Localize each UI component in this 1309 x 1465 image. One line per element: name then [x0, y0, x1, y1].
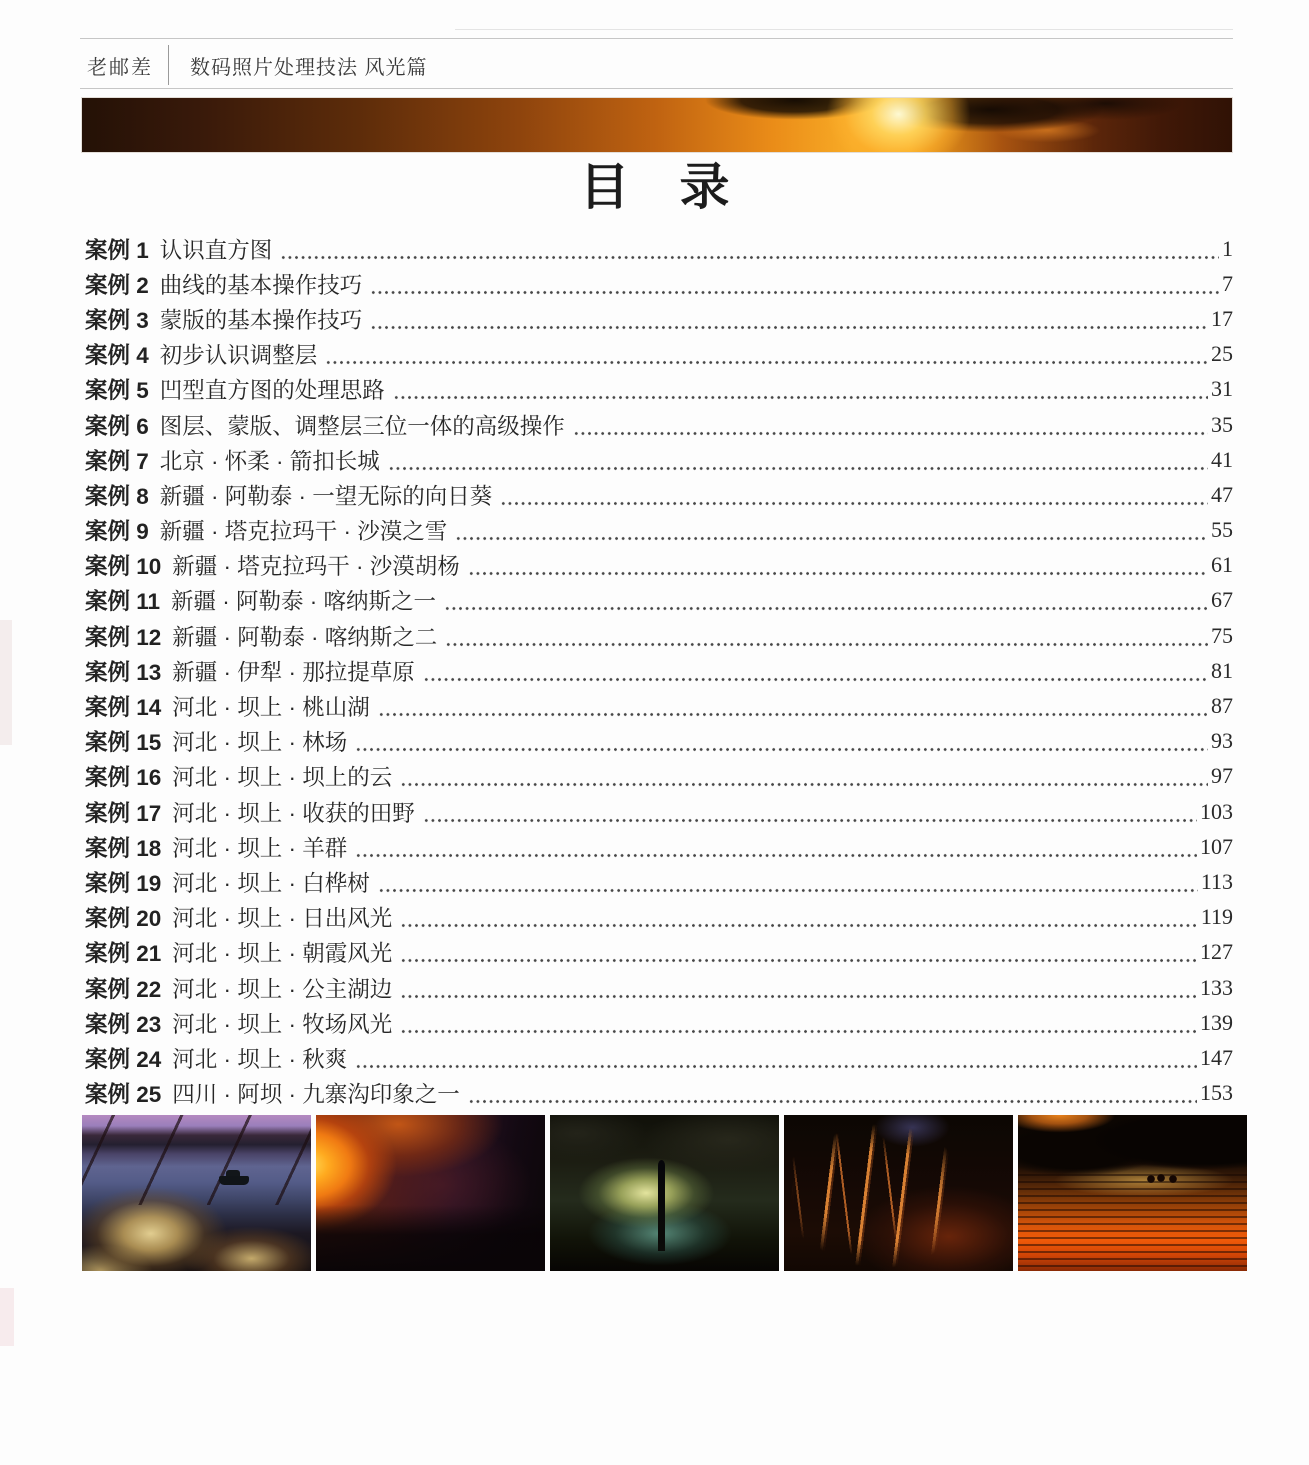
toc-entry-title: 河北 · 坝上 · 收获的田野 [172, 800, 415, 826]
toc-entry-page-number: 61 [1211, 552, 1233, 578]
toc-entry-title: 图层、蒙版、调整层三位一体的高级操作 [159, 413, 565, 439]
book-title: 数码照片处理技法 风光篇 [190, 56, 428, 79]
dot-leader [393, 372, 1208, 407]
toc-entry-page-number: 139 [1200, 1009, 1233, 1035]
dot-leader [400, 900, 1198, 935]
toc-entry-page-number: 1 [1222, 235, 1233, 261]
dot-leader [423, 653, 1208, 688]
toc-entry-title: 河北 · 坝上 · 秋爽 [172, 1046, 348, 1072]
toc-entry-label: 案例 2 [85, 272, 149, 298]
wading-figures-silhouette [1146, 1173, 1180, 1183]
header-top-rule [80, 38, 1233, 39]
toc-entry-page-number: 55 [1211, 517, 1233, 543]
dot-leader [400, 970, 1197, 1005]
toc-entry-label: 案例 3 [85, 307, 149, 333]
toc-entry-page-number: 127 [1200, 939, 1233, 965]
dot-leader [573, 407, 1208, 442]
toc-entry-page-number: 17 [1211, 305, 1233, 331]
toc-entry-page-number: 81 [1211, 657, 1233, 683]
toc-entry-page-number: 97 [1211, 763, 1233, 789]
toc-entry-title: 新疆 · 塔克拉玛干 · 沙漠之雪 [159, 519, 448, 545]
toc-entry [85, 548, 1233, 583]
toc-entry-label: 案例 25 [85, 1082, 162, 1108]
toc-entry [85, 1040, 1233, 1075]
dot-leader [445, 618, 1208, 653]
dot-leader [280, 231, 1219, 266]
boat-silhouette [219, 1176, 249, 1185]
dot-leader [455, 513, 1208, 548]
toc-entry-page-number: 119 [1200, 904, 1233, 930]
toc-entry-page-number: 31 [1211, 376, 1233, 402]
dot-leader [370, 301, 1208, 336]
toc-entry-title: 河北 · 坝上 · 牧场风光 [172, 1011, 393, 1037]
toc-entry [85, 231, 1233, 266]
toc-entry [85, 442, 1233, 477]
toc-entry-page-number: 41 [1211, 446, 1233, 472]
scan-hairline [455, 29, 1233, 30]
toc-entry-page-number: 7 [1222, 270, 1233, 296]
toc-entry-page-number: 147 [1200, 1044, 1233, 1070]
page-title: 目 录 [579, 159, 730, 215]
fiery-sunset-clouds-photo [316, 1115, 545, 1271]
toc-entry-page-number: 35 [1211, 411, 1233, 437]
toc-list [85, 231, 1233, 1111]
toc-entry-label: 案例 22 [85, 976, 162, 1002]
toc-entry [85, 477, 1233, 512]
toc-entry-page-number: 113 [1200, 868, 1233, 894]
photo-thumbnail-strip [82, 1115, 1253, 1271]
toc-entry-page-number: 153 [1200, 1080, 1233, 1106]
toc-entry-label: 案例 7 [85, 448, 149, 474]
scan-smudge [0, 620, 12, 745]
toc-entry-page-number: 47 [1211, 481, 1233, 507]
toc-entry-title: 认识直方图 [159, 237, 273, 263]
dot-leader [400, 759, 1208, 794]
page-header [87, 45, 428, 85]
dot-leader [370, 266, 1219, 301]
dot-leader [400, 1005, 1197, 1040]
toc-entry-label: 案例 4 [85, 343, 149, 369]
toc-entry-page-number: 133 [1200, 974, 1233, 1000]
toc-entry [85, 513, 1233, 548]
toc-entry-title: 河北 · 坝上 · 坝上的云 [172, 765, 393, 791]
toc-entry [85, 618, 1233, 653]
toc-entry [85, 266, 1233, 301]
header-bottom-rule [80, 88, 1233, 89]
toc-entry-label: 案例 17 [85, 800, 162, 826]
dot-leader [444, 583, 1208, 618]
toc-entry-label: 案例 10 [85, 554, 162, 580]
toc-entry-label: 案例 16 [85, 765, 162, 791]
toc-entry-page-number: 107 [1200, 833, 1233, 859]
dot-leader [355, 829, 1197, 864]
toc-entry-title: 河北 · 坝上 · 朝霞风光 [172, 941, 393, 967]
glowing-birch-trees-photo [784, 1115, 1013, 1271]
sunset-banner-image [81, 97, 1233, 153]
toc-entry-label: 案例 19 [85, 870, 162, 896]
toc-entry [85, 301, 1233, 336]
toc-entry-title: 河北 · 坝上 · 白桦树 [172, 870, 370, 896]
toc-entry-title: 河北 · 坝上 · 桃山湖 [172, 695, 370, 721]
toc-entry [85, 688, 1233, 723]
toc-entry-label: 案例 18 [85, 835, 162, 861]
toc-entry [85, 900, 1233, 935]
toc-entry-label: 案例 6 [85, 413, 149, 439]
toc-entry-label: 案例 11 [85, 589, 161, 615]
toc-entry-title: 曲线的基本操作技巧 [159, 272, 363, 298]
night-sky-monument-photo [550, 1115, 779, 1271]
toc-entry-label: 案例 9 [85, 519, 149, 545]
toc-entry [85, 337, 1233, 372]
toc-entry-title: 北京 · 怀柔 · 箭扣长城 [159, 448, 380, 474]
dot-leader [468, 548, 1208, 583]
dot-leader [468, 1076, 1197, 1111]
scan-smudge [0, 1288, 14, 1346]
toc-entry-title: 蒙版的基本操作技巧 [159, 307, 363, 333]
toc-entry [85, 970, 1233, 1005]
toc-entry [85, 407, 1233, 442]
toc-entry [85, 372, 1233, 407]
toc-entry-page-number: 103 [1200, 798, 1233, 824]
toc-entry-label: 案例 20 [85, 906, 162, 932]
toc-entry-title: 新疆 · 塔克拉玛干 · 沙漠胡杨 [172, 554, 460, 580]
dot-leader [325, 337, 1208, 372]
toc-entry-label: 案例 8 [85, 483, 149, 509]
toc-entry-title: 新疆 · 伊犁 · 那拉提草原 [172, 659, 415, 685]
dot-leader [500, 477, 1208, 512]
toc-entry [85, 829, 1233, 864]
toc-entry-page-number: 93 [1211, 728, 1233, 754]
toc-entry-label: 案例 15 [85, 730, 162, 756]
toc-entry-label: 案例 1 [85, 237, 149, 263]
toc-entry-title: 新疆 · 阿勒泰 · 喀纳斯之一 [171, 589, 437, 615]
sunset-water-reflection-photo [1018, 1115, 1247, 1271]
toc-entry [85, 1005, 1233, 1040]
toc-entry-label: 案例 12 [85, 624, 162, 650]
toc-entry-page-number: 75 [1211, 622, 1233, 648]
header-divider [168, 45, 169, 85]
dot-leader [378, 864, 1198, 899]
toc-entry-label: 案例 5 [85, 378, 149, 404]
toc-entry-title: 新疆 · 阿勒泰 · 喀纳斯之二 [172, 624, 438, 650]
toc-entry-title: 凹型直方图的处理思路 [159, 378, 385, 404]
toc-entry-label: 案例 23 [85, 1011, 162, 1037]
toc-entry-title: 河北 · 坝上 · 公主湖边 [172, 976, 393, 1002]
toc-entry-label: 案例 21 [85, 941, 162, 967]
toc-entry [85, 935, 1233, 970]
dot-leader [355, 1040, 1197, 1075]
toc-entry [85, 653, 1233, 688]
toc-entry-title: 河北 · 坝上 · 日出风光 [172, 906, 393, 932]
toc-entry-title: 四川 · 阿坝 · 九寨沟印象之一 [172, 1082, 460, 1108]
toc-entry [85, 794, 1233, 829]
toc-entry [85, 583, 1233, 618]
spring-blossom-lake-photo [82, 1115, 311, 1271]
toc-entry [85, 864, 1233, 899]
dot-leader [388, 442, 1208, 477]
dot-leader [378, 688, 1208, 723]
dot-leader [423, 794, 1197, 829]
toc-entry-label: 案例 14 [85, 695, 162, 721]
toc-entry [85, 724, 1233, 759]
dot-leader [355, 724, 1208, 759]
toc-entry-page-number: 87 [1211, 693, 1233, 719]
toc-entry-title: 河北 · 坝上 · 羊群 [172, 835, 348, 861]
toc-entry-title: 新疆 · 阿勒泰 · 一望无际的向日葵 [159, 483, 493, 509]
toc-entry [85, 759, 1233, 794]
toc-entry-title: 河北 · 坝上 · 林场 [172, 730, 348, 756]
toc-entry-title: 初步认识调整层 [159, 343, 318, 369]
author-brand: 老邮差 [87, 56, 153, 79]
toc-entry-label: 案例 13 [85, 659, 162, 685]
dot-leader [400, 935, 1197, 970]
toc-entry-label: 案例 24 [85, 1046, 162, 1072]
toc-entry-page-number: 25 [1211, 341, 1233, 367]
toc-entry [85, 1076, 1233, 1111]
toc-entry-page-number: 67 [1211, 587, 1233, 613]
